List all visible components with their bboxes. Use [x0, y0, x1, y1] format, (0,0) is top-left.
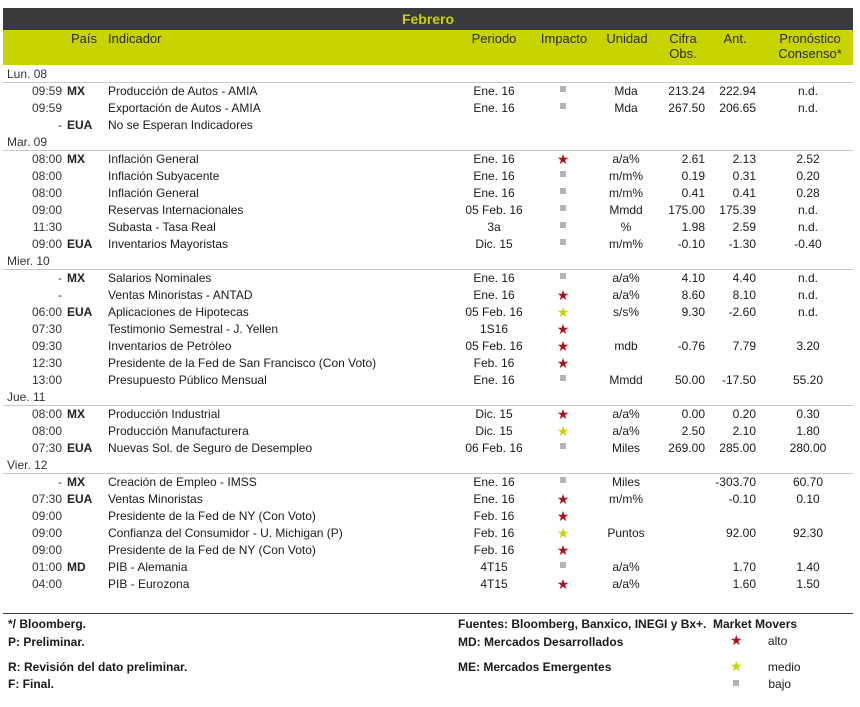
table-header	[3, 30, 853, 65]
observed-cell: 175.00	[668, 203, 705, 217]
time-cell: 09:00	[31, 237, 62, 251]
table-row	[3, 151, 853, 168]
indicator-cell: Testimonio Semestral - J. Yellen	[108, 322, 279, 336]
impact-cell	[538, 508, 588, 526]
square-low-icon	[560, 205, 566, 211]
unit-cell: a/a%	[612, 424, 640, 438]
indicator-cell: Inflación Subyacente	[108, 169, 220, 183]
day-label: Lun. 08	[7, 67, 48, 81]
time-cell: -	[58, 475, 62, 489]
table-row	[3, 304, 853, 321]
unit-cell: m/m%	[609, 186, 643, 200]
country-cell: MX	[67, 84, 85, 98]
table-row	[3, 338, 853, 355]
period-cell: 05 Feb. 16	[465, 203, 523, 217]
unit-cell: m/m%	[609, 237, 643, 251]
forecast-cell: 92.30	[792, 526, 824, 540]
forecast-cell: 0.10	[796, 492, 820, 506]
unit-cell: m/m%	[609, 169, 643, 183]
forecast-cell: n.d.	[797, 101, 818, 115]
observed-cell: -0.76	[677, 339, 705, 353]
legend-alto-label: alto	[767, 634, 788, 648]
forecast-cell: 1.80	[796, 424, 820, 438]
forecast-cell: 60.70	[792, 475, 824, 489]
forecast-cell: 1.50	[796, 577, 820, 591]
table-row	[3, 117, 853, 134]
star-high-icon: ★	[556, 321, 570, 337]
time-cell: 08:00	[31, 424, 62, 438]
previous-cell: 0.31	[732, 169, 756, 183]
observed-cell: 0.00	[681, 407, 705, 421]
unit-cell: Mmdd	[609, 373, 643, 387]
period-cell: Ene. 16	[473, 288, 515, 302]
table-row	[3, 83, 853, 100]
table-row	[3, 474, 853, 491]
header-impacto: Impacto	[540, 31, 588, 46]
country-cell: MD	[67, 560, 86, 574]
star-high-icon: ★	[556, 151, 570, 167]
observed-cell: 8.60	[681, 288, 705, 302]
header-cifra: Cifra Obs.	[669, 31, 697, 61]
forecast-cell: 55.20	[792, 373, 824, 387]
period-cell: Dic. 15	[475, 237, 513, 251]
impact-cell	[538, 338, 588, 356]
table-row	[3, 287, 853, 304]
country-cell: MX	[67, 271, 85, 285]
period-cell: Feb. 16	[473, 526, 515, 540]
header-pais: País	[71, 31, 98, 46]
legend-title: Market Movers	[713, 617, 798, 631]
star-high-icon: ★	[556, 491, 570, 507]
forecast-cell: 0.28	[796, 186, 820, 200]
indicator-cell: Inventarios Mayoristas	[108, 237, 229, 251]
observed-cell: 1.98	[681, 220, 705, 234]
indicator-cell: Reservas Internacionales	[108, 203, 244, 217]
indicator-cell: Ventas Minoristas	[108, 492, 203, 506]
indicator-cell: No se Esperan Indicadores	[108, 118, 253, 132]
footnote-preliminar: P: Preliminar.	[8, 635, 85, 649]
previous-cell: 0.20	[732, 407, 756, 421]
footnote-bloomberg: */ Bloomberg.	[8, 617, 87, 631]
forecast-cell: 1.40	[796, 560, 820, 574]
observed-cell: 9.30	[681, 305, 705, 319]
unit-cell: Mda	[614, 101, 638, 115]
table-row	[3, 100, 853, 117]
legend-alto	[730, 632, 787, 649]
table-row	[3, 372, 853, 389]
indicator-cell: Producción de Autos - AMIA	[108, 84, 258, 98]
legend-medio	[730, 658, 801, 675]
previous-cell: 2.13	[732, 152, 756, 166]
country-cell: EUA	[67, 237, 93, 251]
indicator-cell: PIB - Eurozona	[108, 577, 190, 591]
previous-cell: 175.39	[719, 203, 756, 217]
previous-cell: -17.50	[721, 373, 756, 387]
country-cell: MX	[67, 152, 85, 166]
forecast-cell: 2.52	[796, 152, 820, 166]
forecast-cell: 0.30	[796, 407, 820, 421]
table-row	[3, 355, 853, 372]
indicator-cell: Presidente de la Fed de NY (Con Voto)	[108, 543, 316, 557]
impact-cell	[538, 168, 588, 185]
indicator-cell: Producción Manufacturera	[108, 424, 249, 438]
time-cell: -	[58, 271, 62, 285]
period-cell: Feb. 16	[473, 356, 515, 370]
time-cell: 01:00	[31, 560, 62, 574]
previous-cell: -1.30	[728, 237, 756, 251]
unit-cell: Miles	[611, 475, 640, 489]
day-row	[3, 134, 853, 151]
previous-cell: 2.10	[732, 424, 756, 438]
indicator-cell: Inflación General	[108, 186, 199, 200]
unit-cell: a/a%	[612, 288, 640, 302]
forecast-cell: 0.20	[796, 169, 820, 183]
legend-bajo-label: bajo	[768, 677, 792, 691]
time-cell: 08:00	[31, 186, 62, 200]
indicator-cell: PIB - Alemania	[108, 560, 188, 574]
star-high-icon: ★	[730, 632, 743, 648]
table-row	[3, 440, 853, 457]
country-cell: MX	[67, 475, 85, 489]
period-cell: 05 Feb. 16	[465, 339, 523, 353]
forecast-cell: n.d.	[797, 220, 818, 234]
time-cell: 08:00	[31, 407, 62, 421]
previous-cell: 206.65	[719, 101, 756, 115]
time-cell: 08:00	[31, 152, 62, 166]
unit-cell: a/a%	[612, 577, 640, 591]
square-low-icon	[733, 680, 739, 686]
previous-cell: 7.79	[732, 339, 756, 353]
observed-cell: 2.50	[681, 424, 705, 438]
time-cell: 09:30	[31, 339, 62, 353]
unit-cell: a/a%	[612, 560, 640, 574]
period-cell: 4T15	[480, 577, 508, 591]
day-row	[3, 253, 853, 270]
unit-cell: s/s%	[612, 305, 639, 319]
impact-cell	[538, 321, 588, 339]
day-label: Vier. 12	[7, 458, 48, 472]
time-cell: 09:59	[31, 101, 62, 115]
period-cell: Ene. 16	[473, 373, 515, 387]
day-row	[3, 66, 853, 83]
observed-cell: 213.24	[668, 84, 705, 98]
impact-cell	[538, 406, 588, 424]
previous-cell: 2.59	[732, 220, 756, 234]
footnote-final: F: Final.	[8, 677, 54, 691]
period-cell: 1S16	[479, 322, 509, 336]
previous-cell: 1.70	[732, 560, 756, 574]
indicator-cell: Subasta - Tasa Real	[108, 220, 216, 234]
day-row	[3, 457, 853, 474]
impact-cell	[538, 355, 588, 373]
time-cell: 09:59	[31, 84, 62, 98]
observed-cell: 50.00	[674, 373, 705, 387]
previous-cell: 1.60	[732, 577, 756, 591]
star-high-icon: ★	[556, 287, 570, 303]
square-low-icon	[560, 273, 566, 279]
observed-cell: 0.41	[681, 186, 705, 200]
country-cell: MX	[67, 407, 85, 421]
forecast-cell: n.d.	[797, 84, 818, 98]
footer-divider	[3, 613, 853, 614]
indicator-cell: Ventas Minoristas - ANTAD	[108, 288, 253, 302]
table-row	[3, 236, 853, 253]
previous-cell: 4.40	[732, 271, 756, 285]
previous-cell: 0.41	[732, 186, 756, 200]
impact-cell	[538, 151, 588, 169]
forecast-cell: n.d.	[797, 288, 818, 302]
unit-cell: Puntos	[607, 526, 645, 540]
time-cell: 04:00	[31, 577, 62, 591]
square-low-icon	[560, 86, 566, 92]
forecast-cell: 3.20	[796, 339, 820, 353]
unit-cell: mdb	[614, 339, 638, 353]
table-row	[3, 270, 853, 287]
period-cell: 4T15	[480, 560, 508, 574]
time-cell: -	[58, 118, 62, 132]
footnote-me: ME: Mercados Emergentes	[458, 660, 612, 674]
indicator-cell: Exportación de Autos - AMIA	[108, 101, 261, 115]
country-cell: EUA	[67, 492, 93, 506]
table-row	[3, 168, 853, 185]
day-row	[3, 389, 853, 406]
country-cell: EUA	[67, 441, 93, 455]
impact-cell	[538, 83, 588, 100]
impact-cell	[538, 559, 588, 576]
star-high-icon: ★	[556, 508, 570, 524]
previous-cell: -0.10	[728, 492, 756, 506]
period-cell: Ene. 16	[473, 84, 515, 98]
time-cell: 09:00	[31, 509, 62, 523]
table-row	[3, 491, 853, 508]
impact-cell	[538, 185, 588, 202]
table-row	[3, 525, 853, 542]
legend-medio-label: medio	[767, 660, 801, 674]
time-cell: 07:30	[31, 322, 62, 336]
header-pronostico: Pronóstico Consenso*	[778, 31, 842, 61]
star-high-icon: ★	[556, 338, 570, 354]
period-cell: Dic. 15	[475, 407, 513, 421]
indicator-cell: Presidente de la Fed de NY (Con Voto)	[108, 509, 316, 523]
previous-cell: 222.94	[719, 84, 756, 98]
indicator-cell: Salarios Nominales	[108, 271, 212, 285]
impact-cell	[538, 440, 588, 457]
day-label: Mar. 09	[7, 135, 48, 149]
country-cell: EUA	[67, 305, 93, 319]
indicator-cell: Creación de Empleo - IMSS	[108, 475, 257, 489]
table-row	[3, 559, 853, 576]
indicator-cell: Inventarios de Petróleo	[108, 339, 232, 353]
observed-cell: 269.00	[668, 441, 705, 455]
header-unidad: Unidad	[606, 31, 648, 46]
calendar-body	[3, 66, 853, 593]
square-low-icon	[560, 103, 566, 109]
unit-cell: a/a%	[612, 152, 640, 166]
impact-cell	[538, 491, 588, 509]
header-periodo: Periodo	[471, 31, 517, 46]
header-ant: Ant.	[723, 31, 747, 46]
forecast-cell: n.d.	[797, 305, 818, 319]
indicator-cell: Confianza del Consumidor - U. Michigan (P)	[108, 526, 343, 540]
period-cell: Ene. 16	[473, 492, 515, 506]
impact-cell	[538, 576, 588, 594]
indicator-cell: Producción Industrial	[108, 407, 221, 421]
impact-cell	[538, 474, 588, 491]
table-row	[3, 576, 853, 593]
period-cell: Feb. 16	[473, 509, 515, 523]
table-row	[3, 219, 853, 236]
time-cell: 08:00	[31, 169, 62, 183]
impact-cell	[538, 423, 588, 441]
country-cell: EUA	[67, 118, 93, 132]
indicator-cell: Presidente de la Fed de San Francisco (Con Voto)	[108, 356, 377, 370]
indicator-cell: Presupuesto Público Mensual	[108, 373, 267, 387]
previous-cell: 285.00	[719, 441, 756, 455]
square-low-icon	[560, 188, 566, 194]
time-cell: 12:30	[31, 356, 62, 370]
square-low-icon	[560, 222, 566, 228]
table-row	[3, 321, 853, 338]
observed-cell: 267.50	[668, 101, 705, 115]
day-label: Mier. 10	[7, 254, 50, 268]
time-cell: -	[58, 288, 62, 302]
table-row	[3, 185, 853, 202]
star-medium-icon: ★	[556, 304, 570, 320]
impact-cell	[538, 270, 588, 287]
table-row	[3, 542, 853, 559]
time-cell: 09:00	[31, 543, 62, 557]
square-low-icon	[560, 239, 566, 245]
time-cell: 13:00	[31, 373, 62, 387]
impact-cell	[538, 202, 588, 219]
previous-cell: 8.10	[732, 288, 756, 302]
footnote-sources: Fuentes: Bloomberg, Banxico, INEGI y Bx+.	[458, 617, 707, 631]
unit-cell: m/m%	[609, 492, 643, 506]
unit-cell: Mda	[614, 84, 638, 98]
square-low-icon	[560, 443, 566, 449]
indicator-cell: Inflación General	[108, 152, 199, 166]
observed-cell: 0.19	[681, 169, 705, 183]
period-cell: Ene. 16	[473, 101, 515, 115]
impact-cell	[538, 287, 588, 305]
star-high-icon: ★	[556, 576, 570, 592]
observed-cell: 2.61	[681, 152, 705, 166]
time-cell: 11:30	[32, 220, 62, 234]
time-cell: 07:30	[31, 441, 62, 455]
table-row	[3, 508, 853, 525]
star-high-icon: ★	[556, 355, 570, 371]
impact-cell	[538, 304, 588, 322]
indicator-cell: Nuevas Sol. de Seguro de Desempleo	[108, 441, 313, 455]
impact-cell	[538, 100, 588, 117]
unit-cell: Miles	[611, 441, 640, 455]
time-cell: 06:00	[31, 305, 62, 319]
time-cell: 09:00	[31, 203, 62, 217]
unit-cell: %	[620, 220, 632, 234]
unit-cell: Mmdd	[609, 203, 643, 217]
period-cell: Ene. 16	[473, 186, 515, 200]
star-medium-icon: ★	[556, 423, 570, 439]
star-medium-icon: ★	[730, 658, 743, 674]
header-indicador: Indicador	[108, 31, 162, 46]
observed-cell: 4.10	[681, 271, 705, 285]
footnote-md: MD: Mercados Desarrollados	[458, 635, 624, 649]
table-row	[3, 406, 853, 423]
table-row	[3, 423, 853, 440]
impact-cell	[538, 372, 588, 389]
calendar-title: Febrero	[3, 8, 853, 30]
day-label: Jue. 11	[7, 390, 46, 404]
unit-cell: a/a%	[612, 407, 640, 421]
period-cell: 05 Feb. 16	[465, 305, 523, 319]
impact-cell	[538, 525, 588, 543]
indicator-cell: Aplicaciones de Hipotecas	[108, 305, 249, 319]
time-cell: 09:00	[31, 526, 62, 540]
period-cell: Ene. 16	[473, 271, 515, 285]
previous-cell: -303.70	[715, 475, 756, 489]
star-high-icon: ★	[556, 406, 570, 422]
square-low-icon	[560, 375, 566, 381]
period-cell: Feb. 16	[473, 543, 515, 557]
period-cell: Dic. 15	[475, 424, 513, 438]
forecast-cell: 280.00	[789, 441, 827, 455]
period-cell: Ene. 16	[473, 169, 515, 183]
star-medium-icon: ★	[556, 525, 570, 541]
period-cell: 06 Feb. 16	[465, 441, 523, 455]
impact-cell	[538, 542, 588, 560]
footnote-revision: R: Revisión del dato preliminar.	[8, 660, 188, 674]
impact-cell	[538, 236, 588, 253]
previous-cell: 92.00	[725, 526, 756, 540]
previous-cell: -2.60	[728, 305, 756, 319]
forecast-cell: n.d.	[797, 271, 818, 285]
unit-cell: a/a%	[612, 271, 640, 285]
time-cell: 07:30	[31, 492, 62, 506]
observed-cell: -0.10	[677, 237, 705, 251]
square-low-icon	[560, 171, 566, 177]
square-low-icon	[560, 562, 566, 568]
forecast-cell: -0.40	[794, 237, 822, 251]
period-cell: Ene. 16	[473, 152, 515, 166]
forecast-cell: n.d.	[797, 203, 818, 217]
impact-cell	[538, 219, 588, 236]
square-low-icon	[560, 477, 566, 483]
legend-bajo	[733, 677, 791, 691]
table-row	[3, 202, 853, 219]
period-cell: Ene. 16	[473, 475, 515, 489]
star-high-icon: ★	[556, 542, 570, 558]
period-cell: 3a	[487, 220, 501, 234]
